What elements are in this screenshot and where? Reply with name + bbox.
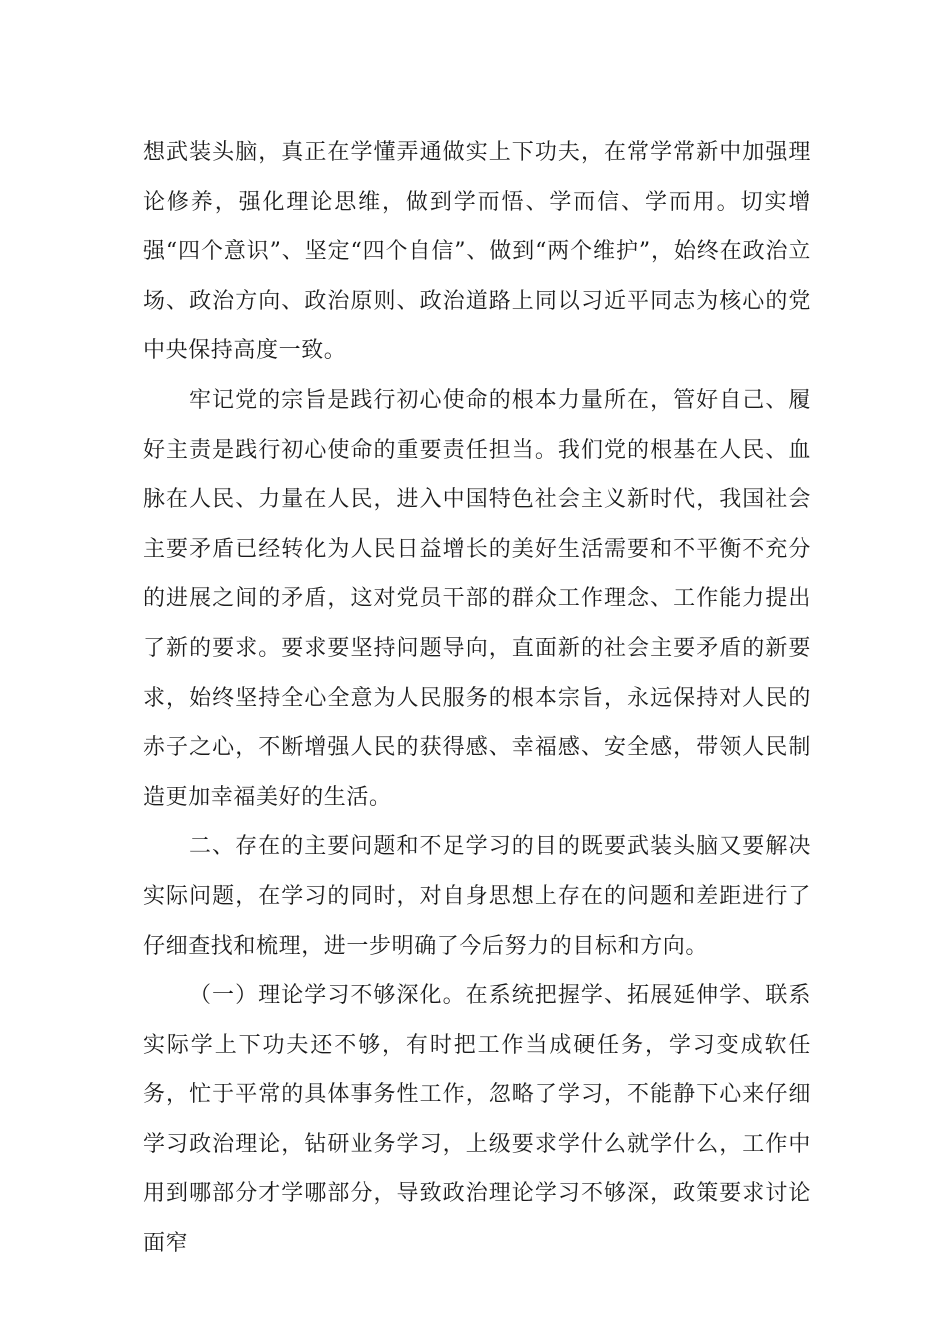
paragraph-3: 二、存在的主要问题和不足学习的目的既要武装头脑又要解决实际问题，在学习的同时，对自身思想上存在的问题和差距进行了仔细查找和梳理，进一步明确了今后努力的目标和方向。: [143, 834, 811, 959]
document-body: [143, 128, 811, 1269]
paragraph-1: 想武装头脑，真正在学懂弄通做实上下功夫，在常学常新中加强理论修养，强化理论思维，做到学而悟、学而信、学而用。切实增强“四个意识”、坚定“四个自信”、做到“两个维护”，始终在政治立场、政治方向、政治原则、政治道路上同以习近平同志为核心的党中央保持高度一致。: [143, 140, 811, 364]
paragraph-4: （一）理论学习不够深化。在系统把握学、拓展延伸学、联系实际学上下功夫还不够，有时把工作当成硬任务，学习变成软任务，忙于平常的具体事务性工作，忽略了学习，不能静下心来仔细学习政治理论，钻研业务学习，上级要求学什么就学什么，工作中用到哪部分才学哪部分，导致政治理论学习不够深，政策要求讨论面窄: [143, 983, 811, 1257]
paragraph-2: 牢记党的宗旨是践行初心使命的根本力量所在，管好自己、履好主责是践行初心使命的重要责任担当。我们党的根基在人民、血脉在人民、力量在人民，进入中国特色社会主义新时代，我国社会主要矛盾已经转化为人民日益增长的美好生活需要和不平衡不充分的进展之间的矛盾，这对党员干部的群众工作理念、工作能力提出了新的要求。要求要坚持问题导向，直面新的社会主要矛盾的新要求，始终坚持全心全意为人民服务的根本宗旨，永远保持对人民的赤子之心，不断增强人民的获得感、幸福感、安全感，带领人民制造更加幸福美好的生活。: [143, 387, 811, 810]
